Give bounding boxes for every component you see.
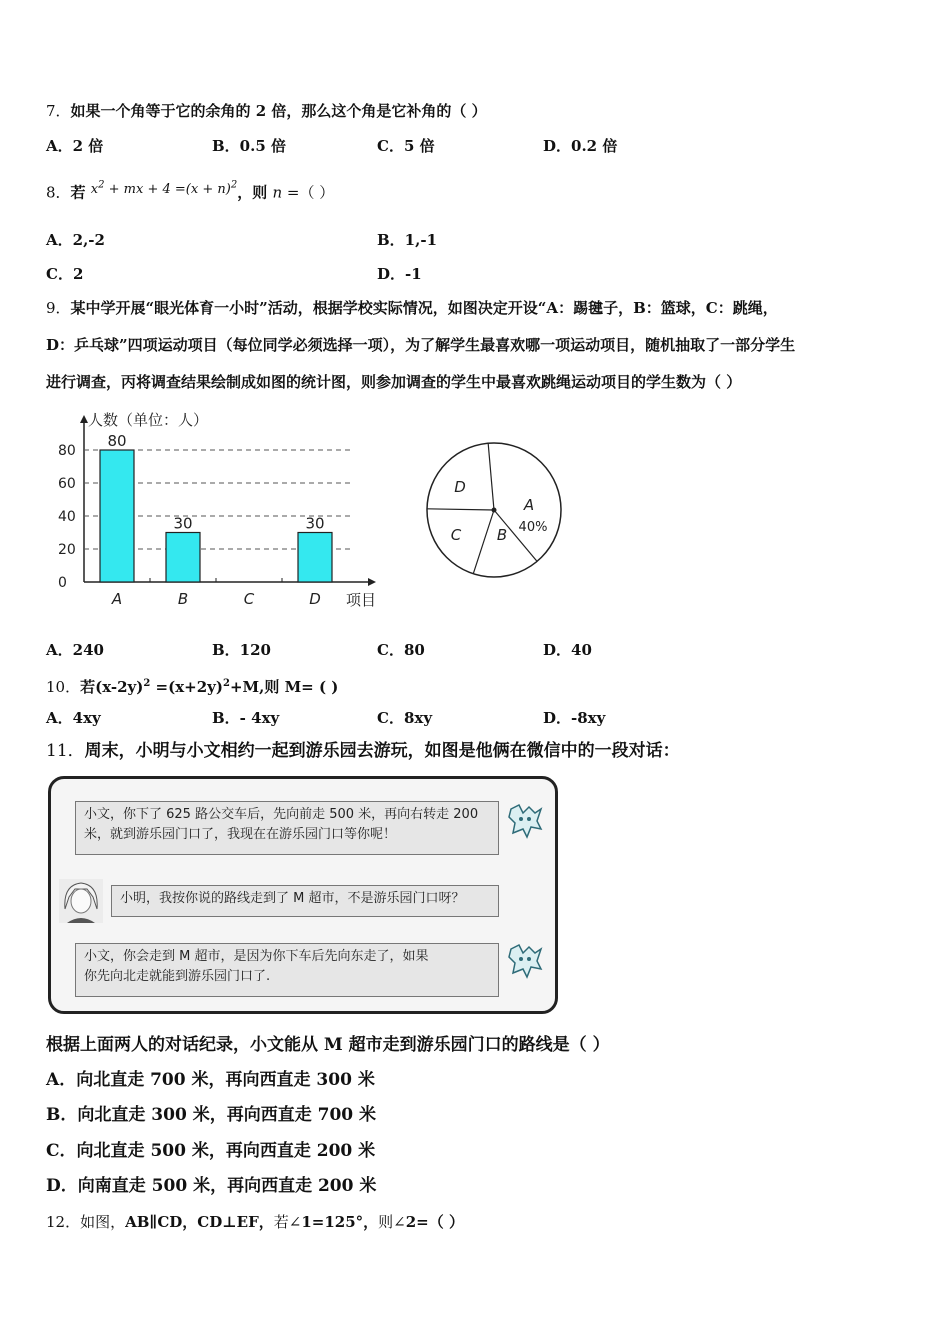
question-number: 7． bbox=[46, 102, 71, 120]
y-tick-label: 80 bbox=[58, 443, 76, 459]
q8-option-b[interactable]: B．1,-1 bbox=[377, 231, 438, 249]
pie-slice-label: B bbox=[496, 526, 508, 544]
bar-chart-xlabel: 项目 bbox=[346, 591, 377, 609]
q10-option-c[interactable]: C．8xy bbox=[377, 709, 433, 727]
q7-option-a[interactable]: A．2 倍 bbox=[46, 137, 104, 155]
q10-option-b[interactable]: B．- 4xy bbox=[212, 709, 280, 727]
category-label: C bbox=[243, 590, 255, 608]
bar-value-label: 30 bbox=[305, 514, 325, 533]
exp-2: 2 bbox=[222, 678, 230, 689]
q8-option-c[interactable]: C．2 bbox=[46, 265, 84, 283]
q9-option-c[interactable]: C．80 bbox=[377, 641, 425, 659]
bar bbox=[100, 450, 134, 582]
y-tick-label: 60 bbox=[58, 476, 76, 492]
formula: $x^2$ + mx + $4 =(x + n)^2$ bbox=[90, 180, 238, 198]
text-d: 1=125°， bbox=[301, 1213, 379, 1231]
bar bbox=[298, 533, 332, 583]
y-tick-label: 0 bbox=[58, 575, 67, 591]
q11-option-d[interactable]: D．向南直走 500 米，再向西直走 200 米 bbox=[46, 1176, 377, 1196]
pie-slice-label: C bbox=[450, 526, 462, 544]
q11-option-c[interactable]: C．向北直走 500 米，再向西直走 200 米 bbox=[46, 1141, 376, 1161]
question-10 bbox=[46, 674, 338, 697]
q8-option-d[interactable]: D．-1 bbox=[377, 265, 422, 283]
question-number: 12． bbox=[46, 1213, 81, 1231]
bar-value-label: 80 bbox=[107, 432, 127, 450]
bar bbox=[166, 533, 200, 583]
pie-annotation: 40% bbox=[518, 520, 548, 535]
exp-1: 2 bbox=[143, 678, 151, 689]
question-number: 9． bbox=[46, 299, 71, 317]
question-text: 周末，小明与小文相约一起到游乐园去游玩，如图是他俩在微信中的一段对话： bbox=[84, 741, 680, 761]
question-number: 11． bbox=[46, 741, 85, 761]
q9-option-d[interactable]: D．40 bbox=[543, 641, 592, 659]
category-label: A bbox=[111, 590, 123, 608]
xiaowen-avatar-icon bbox=[59, 879, 103, 923]
variable-n: n bbox=[272, 183, 283, 202]
q10-option-d[interactable]: D．-8xy bbox=[543, 709, 606, 727]
question-text: 某中学开展“眼光体育一小时”活动，根据学校实际情况，如图决定开设“A：踢毽子，B：篮球，C：跳绳， bbox=[70, 299, 778, 317]
text-e: 则∠ bbox=[378, 1213, 406, 1231]
question-number: 8． bbox=[46, 183, 71, 202]
q7-option-d[interactable]: D．0.2 倍 bbox=[543, 137, 618, 155]
text-c: 若∠ bbox=[273, 1213, 302, 1231]
bar-chart bbox=[46, 405, 391, 615]
category-label: D bbox=[309, 590, 321, 608]
answer-paren: =（ ） bbox=[282, 183, 335, 202]
question-number: 10． bbox=[46, 678, 81, 696]
x-axis-arrow bbox=[368, 578, 376, 586]
question-11-stem: 根据上面两人的对话纪录，小文能从 M 超市走到游乐园门口的路线是（ ） bbox=[46, 1035, 610, 1055]
question-12 bbox=[46, 1212, 464, 1232]
bar-chart-ylabel: 人数（单位：人） bbox=[88, 411, 209, 429]
q7-option-c[interactable]: C．5 倍 bbox=[377, 137, 435, 155]
q10-option-a[interactable]: A．4xy bbox=[46, 709, 101, 727]
y-axis-arrow bbox=[80, 415, 88, 423]
question-9-line-2: D：乒乓球”四项运动项目（每位同学必须选择一项），为了解学生最喜欢哪一项运动项目，随机抽取了一部分学生 bbox=[46, 336, 796, 354]
xiaoming-avatar-icon bbox=[505, 803, 545, 843]
text-a: 如图， bbox=[80, 1213, 126, 1231]
text-b: =(x+2y) bbox=[150, 678, 223, 696]
question-text: 如果一个角等于它的余角的 2 倍，那么这个角是它补角的（ ） bbox=[70, 102, 487, 120]
chat-bubble-2 bbox=[111, 885, 499, 917]
pie-slice-label: D bbox=[454, 478, 466, 496]
q11-option-a[interactable]: A．向北直走 700 米，再向西直走 300 米 bbox=[46, 1070, 375, 1090]
question-11 bbox=[46, 741, 680, 761]
q7-option-b[interactable]: B．0.5 倍 bbox=[212, 137, 286, 155]
q9-option-a[interactable]: A．240 bbox=[46, 641, 104, 659]
xiaoming-avatar-icon bbox=[505, 943, 545, 983]
category-label: B bbox=[177, 590, 189, 608]
text-b: AB∥CD，CD⊥EF， bbox=[125, 1213, 274, 1231]
y-tick-label: 20 bbox=[58, 542, 76, 558]
chat-line: 小明，我按你说的路线走到了 M 超市，不是游乐园门口呀？ bbox=[120, 891, 465, 906]
question-suffix: ，则 bbox=[237, 183, 268, 202]
chat-bubble-3 bbox=[75, 943, 499, 997]
question-9-line-3: 进行调查，丙将调查结果绘制成如图的统计图，则参加调查的学生中最喜欢跳绳运动项目的学生数为（ ） bbox=[46, 373, 742, 391]
wechat-dialog bbox=[48, 776, 558, 1014]
pie-slice-label: A bbox=[523, 496, 535, 514]
question-9-line-1 bbox=[46, 298, 778, 318]
text-f: 2=（ ） bbox=[405, 1213, 464, 1231]
q9-option-b[interactable]: B．120 bbox=[212, 641, 271, 659]
pie-chart bbox=[420, 440, 570, 585]
q8-option-a[interactable]: A．2,-2 bbox=[46, 231, 105, 249]
bar-value-label: 30 bbox=[173, 514, 193, 533]
text-a: 若(x-2y) bbox=[80, 678, 144, 696]
bar-chart-svg bbox=[46, 405, 391, 615]
question-8 bbox=[46, 180, 334, 204]
chat-line: 小文，你会走到 M 超市，是因为你下车后先向东走了，如果 bbox=[84, 949, 429, 964]
pie-center bbox=[492, 508, 497, 513]
chat-line: 小文，你下了 625 路公交车后，先向前走 500 米，再向右转走 200 bbox=[84, 807, 479, 822]
chat-bubble-1 bbox=[75, 801, 499, 855]
pie-chart-svg bbox=[420, 440, 570, 585]
chat-line: 米，就到游乐园门口了，我现在在游乐园门口等你呢！ bbox=[84, 827, 397, 842]
y-tick-label: 40 bbox=[58, 509, 76, 525]
q11-option-b[interactable]: B．向北直走 300 米，再向西直走 700 米 bbox=[46, 1105, 377, 1125]
question-7 bbox=[46, 101, 487, 121]
question-prefix: 若 bbox=[70, 183, 86, 202]
text-c: +M,则 M= ( ) bbox=[229, 678, 339, 696]
chat-line: 你先向北走就能到游乐园门口了. bbox=[84, 969, 271, 984]
